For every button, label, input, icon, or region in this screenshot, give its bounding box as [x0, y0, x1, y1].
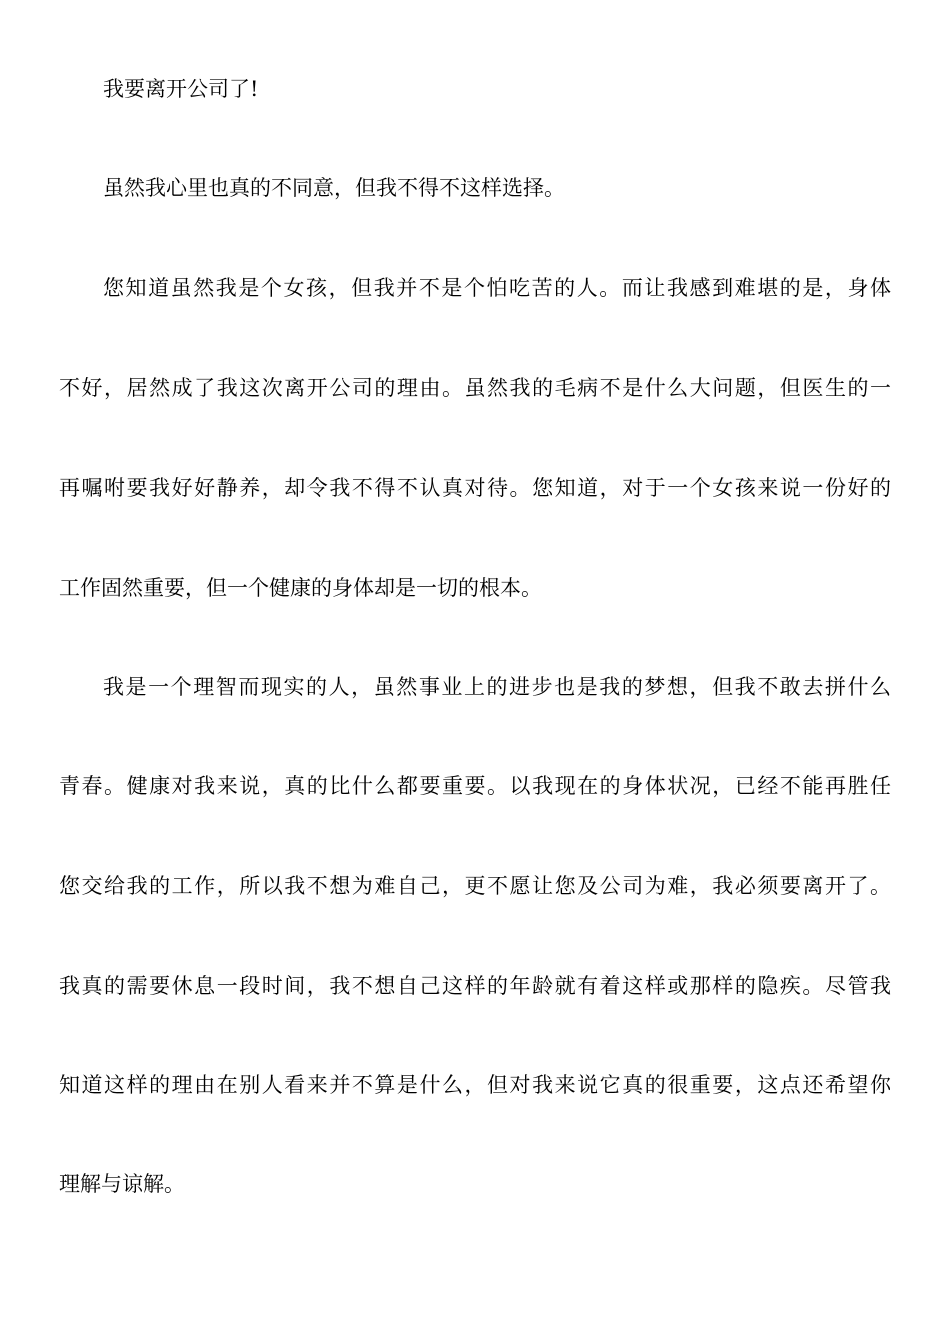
paragraph-3-line-1: 您知道虽然我是个女孩，但我并不是个怕吃苦的人。而让我感到难堪的是，身体 — [103, 276, 891, 300]
paragraph-4-line-5: 知道这样的理由在别人看来并不算是什么，但对我来说它真的很重要，这点还希望你 — [59, 1073, 891, 1097]
paragraph-4-line-1: 我是一个理智而现实的人，虽然事业上的进步也是我的梦想，但我不敢去拼什么 — [103, 675, 891, 699]
paragraph-3-line-2: 不好，居然成了我这次离开公司的理由。虽然我的毛病不是什么大问题，但医生的一 — [59, 376, 891, 400]
paragraph-3-line-3: 再嘱咐要我好好静养，却令我不得不认真对待。您知道，对于一个女孩来说一份好的 — [59, 476, 891, 500]
paragraph-4-line-2: 青春。健康对我来说，真的比什么都要重要。以我现在的身体状况，已经不能再胜任 — [59, 774, 891, 798]
paragraph-4-line-3: 您交给我的工作，所以我不想为难自己，更不愿让您及公司为难，我必须要离开了。 — [59, 874, 891, 898]
paragraph-1-line-1: 我要离开公司了! — [103, 77, 259, 101]
paragraph-4-line-4: 我真的需要休息一段时间，我不想自己这样的年龄就有着这样或那样的隐疾。尽管我 — [59, 974, 891, 998]
paragraph-3-line-4: 工作固然重要，但一个健康的身体却是一切的根本。 — [59, 576, 542, 600]
paragraph-2-line-1: 虽然我心里也真的不同意，但我不得不这样选择。 — [103, 176, 565, 200]
paragraph-4-line-6: 理解与谅解。 — [59, 1172, 185, 1196]
